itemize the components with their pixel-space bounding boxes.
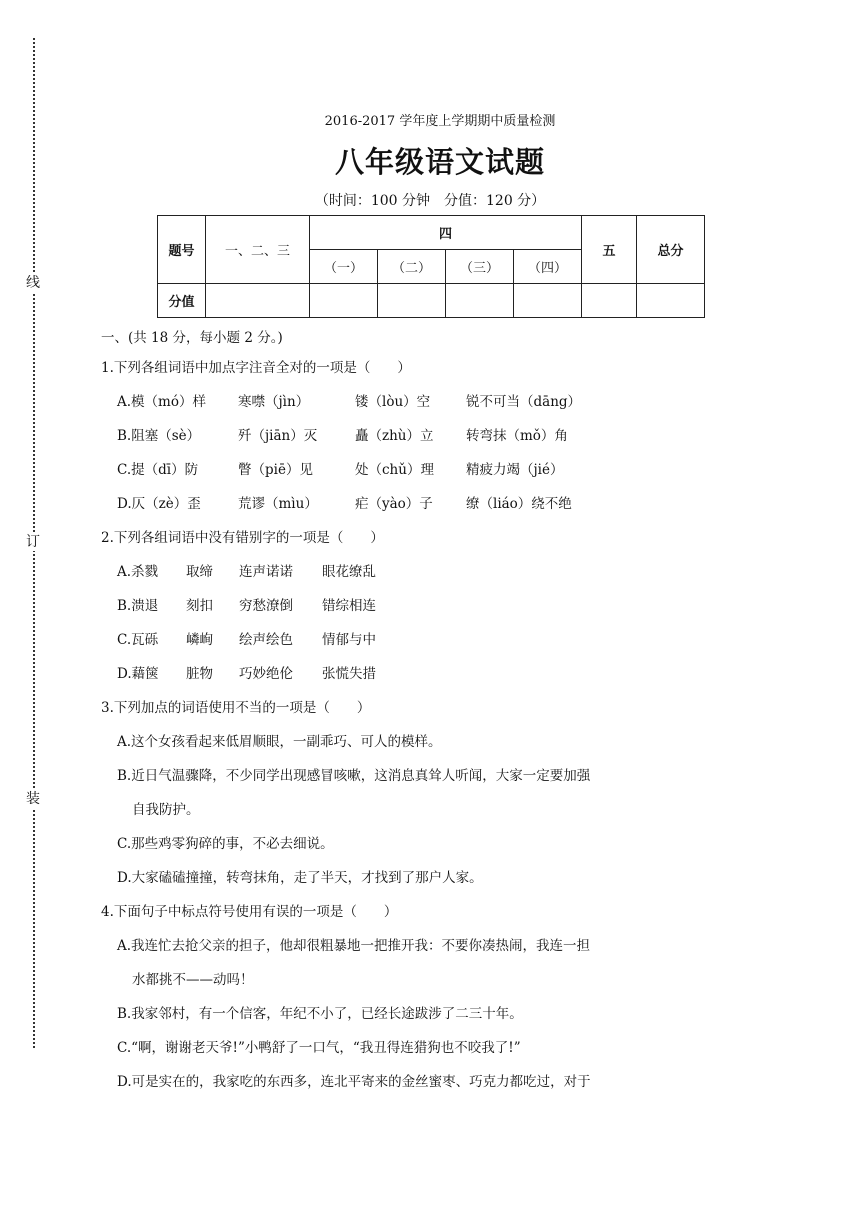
option-item: 寒噤（jìn） — [238, 394, 310, 410]
question-4-option-d: D.可是实在的，我家吃的东西多，连北平寄来的金丝蜜枣、巧克力都吃过，对于 — [117, 1074, 591, 1090]
option-item: 刻扣 — [186, 598, 213, 614]
table-header-ti-hao: 题号 — [158, 216, 206, 284]
question-2-option-b — [101, 589, 661, 623]
option-item: 眼花缭乱 — [322, 564, 376, 580]
question-3-option-d: D.大家磕磕撞撞，转弯抹角，走了半天，才找到了那户人家。 — [117, 870, 483, 886]
table-row-fen-zhi: 分值 — [158, 284, 206, 318]
option-item: 巧妙绝伦 — [239, 666, 293, 682]
score-cell[interactable] — [582, 284, 637, 318]
option-item: 张慌失措 — [322, 666, 376, 682]
option-item: 处（chǔ）理 — [355, 462, 434, 478]
option-item: 错综相连 — [322, 598, 376, 614]
question-4-option-a-cont: 水都挑不——动吗！ — [132, 972, 254, 988]
question-2-option-a — [101, 555, 661, 589]
option-item: A.杀戮 — [117, 564, 159, 580]
exam-header: 2016-2017 学年度上学期期中质量检测 — [324, 114, 556, 129]
option-item: 矗（zhù）立 — [355, 428, 434, 444]
score-table — [157, 215, 705, 318]
question-4-option-c: C.“啊，谢谢老天爷!”小鸭舒了一口气，“我丑得连猎狗也不咬我了!” — [117, 1040, 521, 1056]
score-cell[interactable] — [378, 284, 446, 318]
binding-char-xian: 线 — [26, 275, 40, 291]
option-item: 嶙峋 — [186, 632, 213, 648]
question-1-stem: 1.下列各组词语中加点字注音全对的一项是（ ） — [101, 360, 411, 376]
question-1-option-d — [101, 487, 661, 521]
option-item: 荒谬（mìu） — [238, 496, 318, 512]
option-item: 穷愁潦倒 — [239, 598, 293, 614]
option-item: A.模（mó）样 — [117, 394, 206, 410]
option-item: 转弯抹（mǒ）角 — [466, 428, 568, 444]
binding-char-zhuang: 装 — [26, 791, 40, 807]
question-3-option-b: B.近日气温骤降，不少同学出现感冒咳嗽，这消息真耸人听闻，大家一定要加强 — [117, 768, 591, 784]
question-4-option-a: A.我连忙去抢父亲的担子，他却很粗暴地一把推开我：不要你凑热闹，我连一担 — [117, 938, 591, 954]
option-item: 连声诺诺 — [239, 564, 293, 580]
question-2-option-d — [101, 657, 661, 691]
option-item: C.提（dī）防 — [117, 462, 199, 478]
table-header-si: 四 — [310, 216, 582, 250]
option-item: 情郁与中 — [322, 632, 376, 648]
score-cell[interactable] — [446, 284, 514, 318]
question-2-stem: 2.下列各组词语中没有错别字的一项是（ ） — [101, 530, 384, 546]
option-item: D.仄（zè）歪 — [117, 496, 201, 512]
question-1-option-c — [101, 453, 661, 487]
table-sub-4: （四） — [514, 250, 582, 284]
option-item: 绘声绘色 — [239, 632, 293, 648]
option-item: 疟（yào）子 — [355, 496, 433, 512]
table-sub-3: （三） — [446, 250, 514, 284]
section-title: 一、(共 18 分，每小题 2 分。) — [101, 330, 283, 346]
option-item: 歼（jiān）灭 — [238, 428, 318, 444]
table-sub-1: （一） — [310, 250, 378, 284]
question-3-option-b-cont: 自我防护。 — [132, 802, 200, 818]
option-item: C.瓦砾 — [117, 632, 159, 648]
question-3-option-a: A.这个女孩看起来低眉顺眼，一副乖巧、可人的模样。 — [117, 734, 442, 750]
question-1-option-b — [101, 419, 661, 453]
score-cell[interactable] — [637, 284, 705, 318]
question-4-option-b: B.我家邻村，有一个信客，年纪不小了，已经长途跋涉了二三十年。 — [117, 1006, 523, 1022]
option-item: B.溃退 — [117, 598, 159, 614]
question-3-option-c: C.那些鸡零狗碎的事，不必去细说。 — [117, 836, 334, 852]
score-cell[interactable] — [206, 284, 310, 318]
question-4-stem: 4.下面句子中标点符号使用有误的一项是（ ） — [101, 904, 398, 920]
table-header-group-123: 一、二、三 — [206, 216, 310, 284]
binding-char-ding: 订 — [26, 534, 40, 550]
exam-content — [101, 325, 661, 1099]
option-item: 精疲力竭（jié） — [466, 462, 564, 478]
score-cell[interactable] — [514, 284, 582, 318]
score-cell[interactable] — [310, 284, 378, 318]
option-item: 脏物 — [186, 666, 213, 682]
table-header-total: 总分 — [637, 216, 705, 284]
option-item: D.藉箧 — [117, 666, 159, 682]
table-header-wu: 五 — [582, 216, 637, 284]
exam-subtitle: （时间：100 分钟 分值：120 分） — [314, 193, 546, 209]
page-title: 八年级语文试题 — [334, 145, 545, 179]
option-item: 取缔 — [186, 564, 213, 580]
table-sub-2: （二） — [378, 250, 446, 284]
option-item: 锐不可当（dāng） — [466, 394, 582, 410]
option-item: 瞥（piē）见 — [238, 462, 313, 478]
option-item: B.阻塞（sè） — [117, 428, 201, 444]
option-item: 缭（liáo）绕不绝 — [466, 496, 572, 512]
option-item: 镂（lòu）空 — [355, 394, 431, 410]
question-1-option-a — [101, 385, 661, 419]
question-2-option-c — [101, 623, 661, 657]
question-3-stem: 3.下列加点的词语使用不当的一项是（ ） — [101, 700, 371, 716]
